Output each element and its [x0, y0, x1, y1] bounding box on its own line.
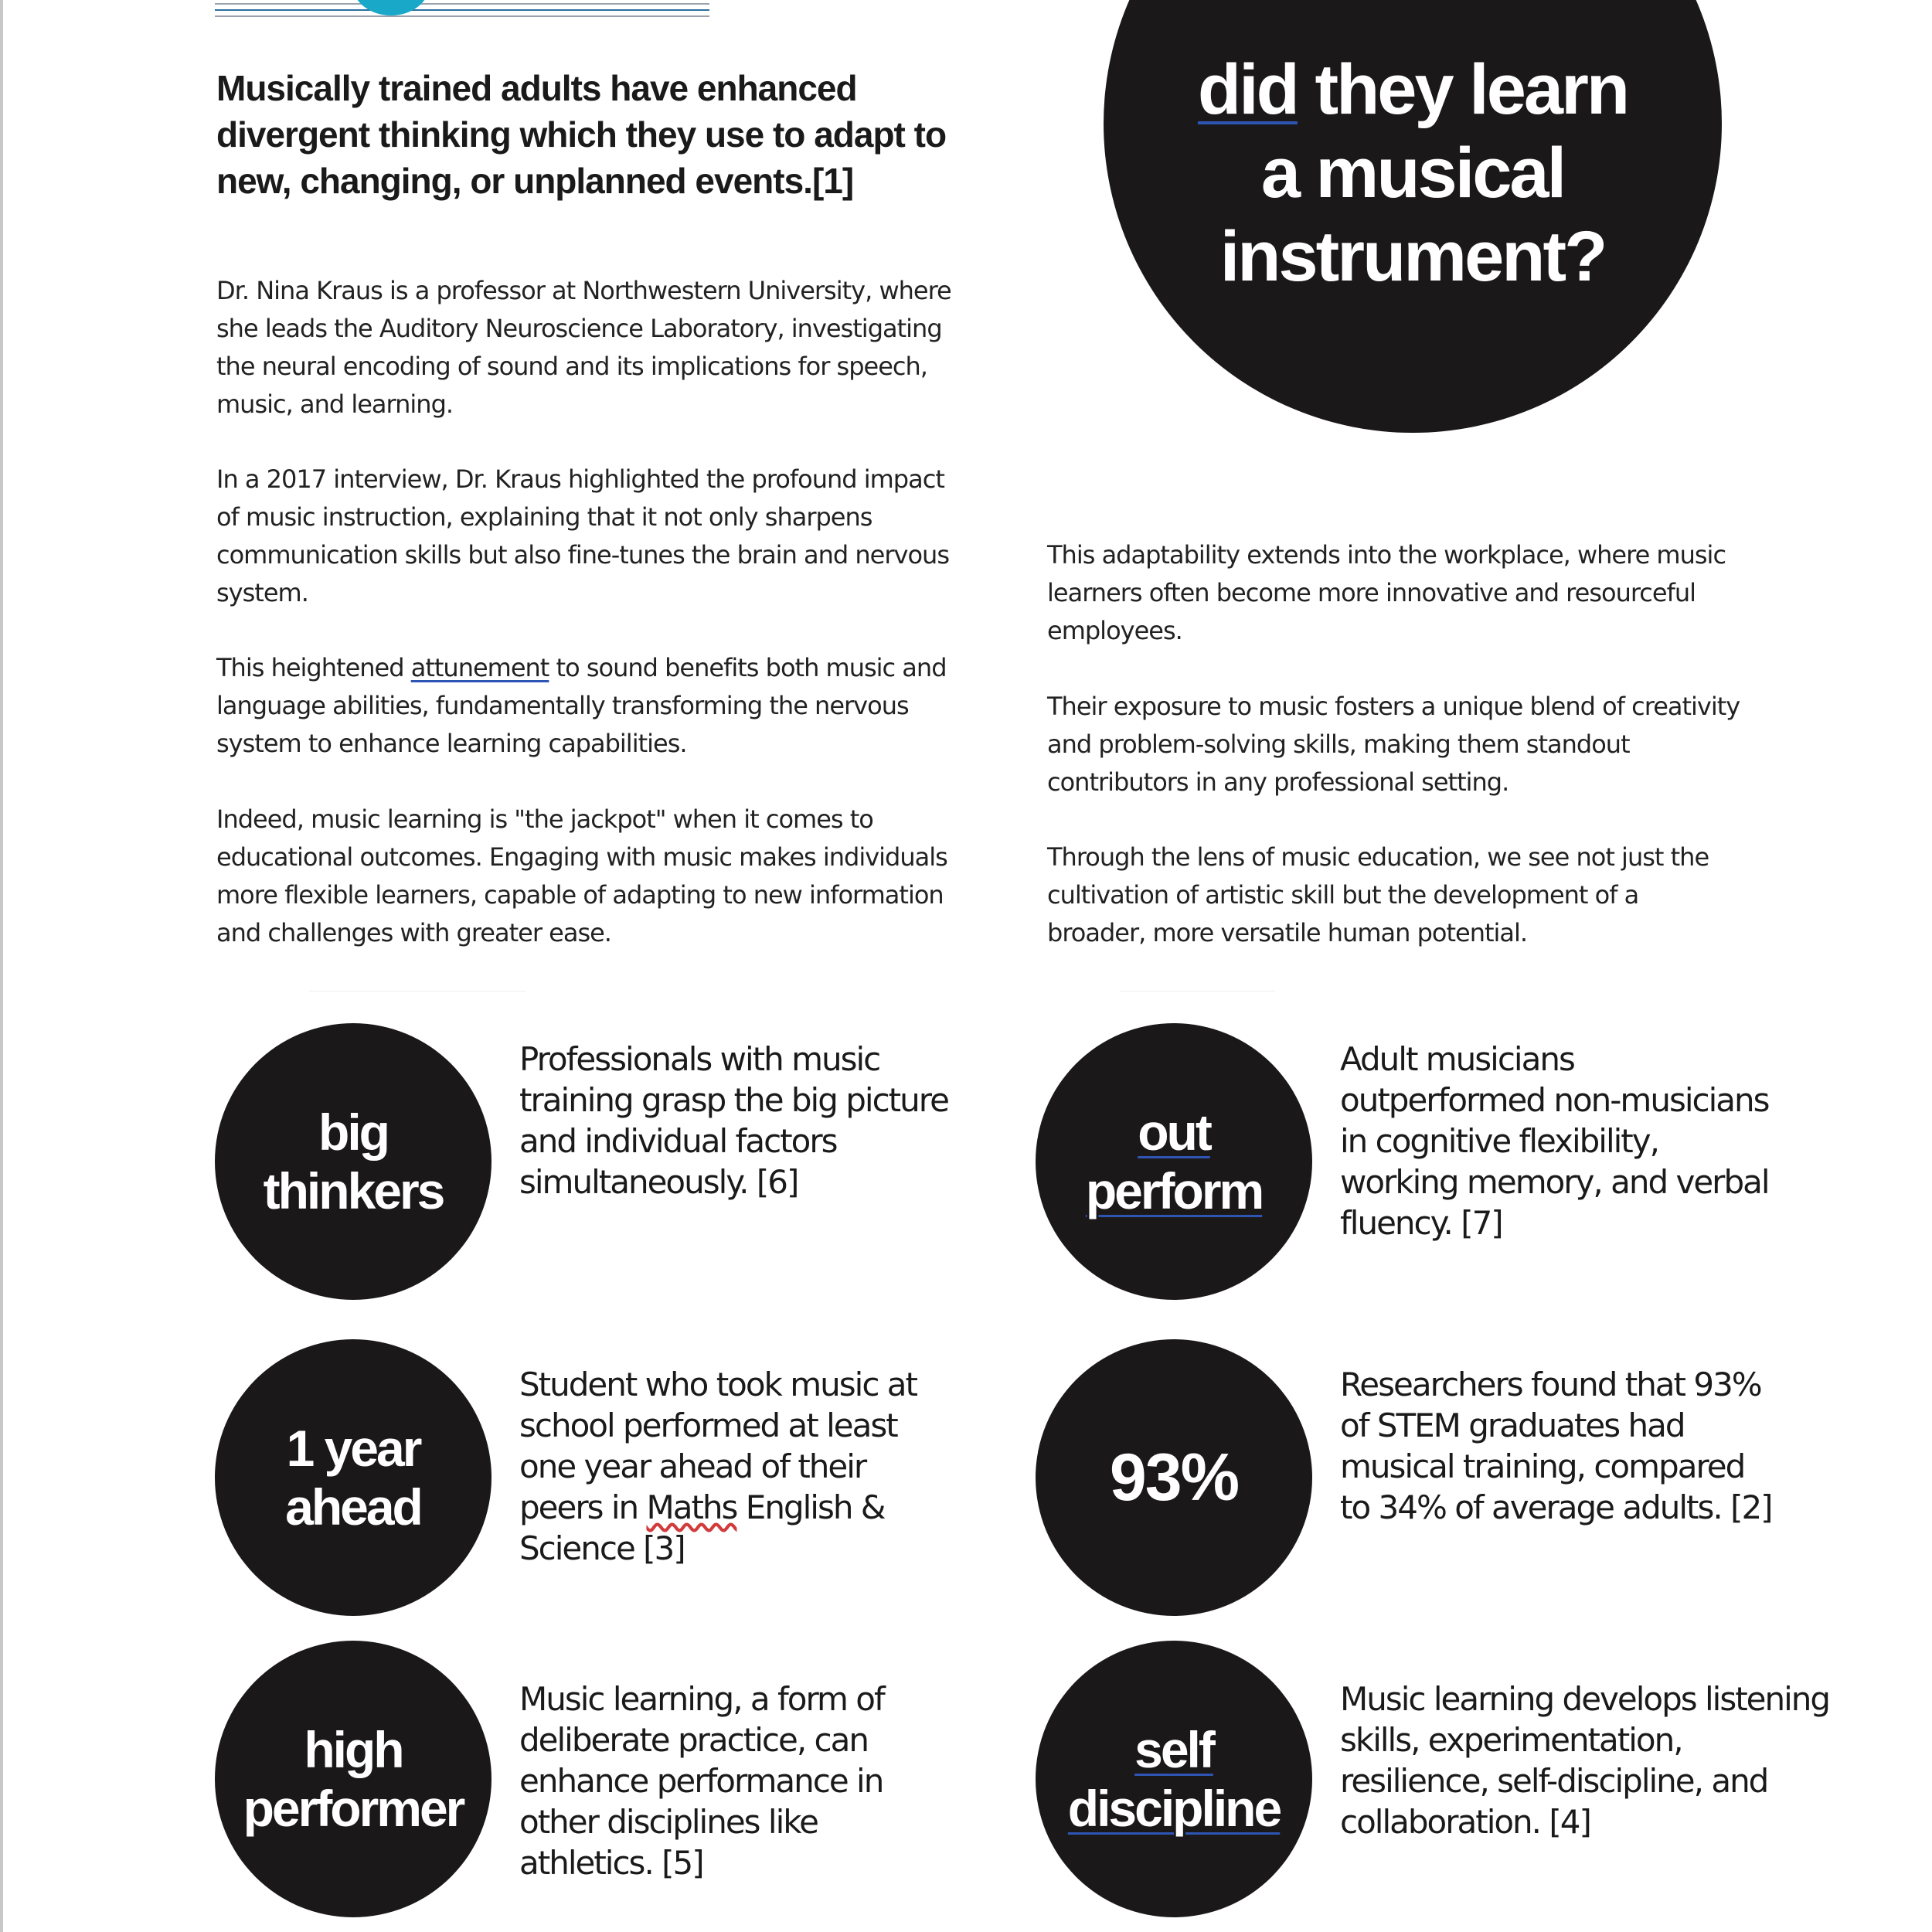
headline-line: new, changing, or unplanned events.[1] — [216, 161, 854, 201]
paragraph-text: to sound benefits both music and language abilities, fundamentally transforming the nervous system to enhance learning capabilities. — [216, 653, 947, 758]
stem-93-percent-badge — [1036, 1339, 1312, 1616]
big-thinkers-text: Professionals with music training grasp the big picture and individual factors simultaneously. [6] — [519, 1040, 948, 1201]
paragraph-attunement — [216, 649, 958, 763]
badge-label: discipline — [1067, 1780, 1281, 1837]
question-line-1 — [1104, 48, 1722, 131]
stat-text-part: Student who took music at school performed at least one year ahead of their peers in — [519, 1366, 917, 1526]
question-line-3: instrument? — [1219, 217, 1606, 296]
paragraph-text: This heightened — [216, 653, 411, 682]
stat-text-part: English & Science [3] — [519, 1488, 885, 1567]
decorative-staff-lines — [215, 0, 709, 23]
out-perform-text: Adult musicians outperformed non-musicians in cognitive flexibility, working memory, and verbal fluency. [7] — [1340, 1040, 1769, 1242]
badge-label: thinkers — [263, 1162, 444, 1219]
divider — [1121, 991, 1275, 992]
staff-line — [215, 15, 709, 17]
headline-line: Musically trained adults have enhanced — [216, 68, 857, 108]
page-left-edge — [0, 0, 3, 1932]
high-performer-text: Music learning, a form of deliberate practice, can enhance performance in other disciplines like athletics. [5] — [519, 1680, 884, 1882]
stem-text: Researchers found that 93% of STEM graduates had musical training, compared to 34% of average adults. [2] — [1340, 1366, 1772, 1526]
badge-label: 93% — [1109, 1440, 1239, 1515]
paragraph-interview: In a 2017 interview, Dr. Kraus highlighted the profound impact of music instruction, explaining that it not only sharpens communication skills but also fine-tunes the brain and nervous system. — [216, 464, 949, 607]
high-performer-badge — [215, 1641, 492, 1917]
headline — [216, 65, 1036, 204]
headline-line: divergent thinking which they use to adapt to — [216, 114, 947, 155]
paragraph-jackpot: Indeed, music learning is "the jackpot" when it comes to educational outcomes. Engaging with music makes individuals more flexible learners, capable of adapting to new information and challenges with greater ease. — [216, 804, 947, 947]
paragraph-workplace: This adaptability extends into the workplace, where music learners often become more innovative and resourceful employees. — [1047, 540, 1726, 645]
badge-label: perform — [1085, 1162, 1263, 1219]
staff-line — [215, 9, 709, 11]
badge-label: self — [1134, 1721, 1213, 1778]
badge-label: ahead — [285, 1478, 421, 1536]
question-line-2: a musical — [1260, 134, 1565, 213]
badge-label: out — [1138, 1104, 1210, 1161]
badge-label: 1 year — [286, 1420, 420, 1477]
badge-label: performer — [243, 1780, 464, 1837]
out-perform-badge — [1036, 1023, 1312, 1300]
paragraph-lens: Through the lens of music education, we see not just the cultivation of artistic skill but the development of a broader, more versatile human potential. — [1047, 842, 1709, 947]
question-underlined-word: did — [1197, 50, 1298, 129]
teal-circle-decoration — [352, 0, 430, 15]
big-thinkers-badge — [215, 1023, 492, 1300]
spelling-flagged-word: Maths — [646, 1488, 737, 1526]
question-text — [1104, 48, 1722, 298]
paragraph-kraus-intro: Dr. Nina Kraus is a professor at Northwestern University, where she leads the Auditory Neuroscience Laboratory, investigating the neural encoding of sound and its implications for speech, music, and learning. — [216, 276, 951, 419]
badge-label: high — [304, 1721, 403, 1778]
attunement-link[interactable]: attunement — [410, 653, 549, 682]
year-ahead-text — [519, 1364, 952, 1569]
question-line-1-rest: they learn — [1297, 50, 1628, 129]
divider — [309, 991, 526, 992]
badge-label: big — [318, 1104, 388, 1161]
staff-line — [215, 3, 709, 5]
paragraph-exposure: Their exposure to music fosters a unique blend of creativity and problem-solving skills, making them standout contributors in any professional setting. — [1047, 692, 1740, 797]
self-discipline-text: Music learning develops listening skills, experimentation, resilience, self-discipline, and collaboration. [4] — [1340, 1680, 1830, 1841]
year-ahead-badge — [215, 1339, 492, 1616]
self-discipline-badge — [1036, 1641, 1312, 1917]
